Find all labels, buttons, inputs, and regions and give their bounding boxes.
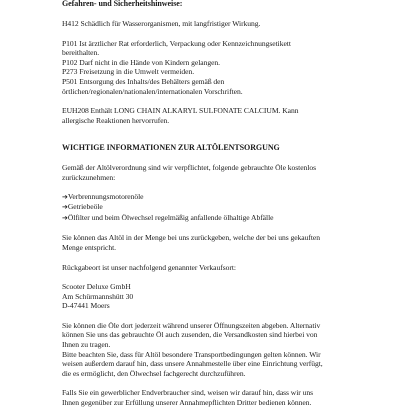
p-line: P101 Ist ärztlicher Rat erforderlich, Verpackung oder Kennzeichnungsetikett <box>62 38 291 48</box>
return-line: die es ermöglicht, den Ölwechsel fachgerecht durchzuführen. <box>62 368 246 378</box>
return-intro: Rückgabeort ist unser nachfolgend genannter Verkaufsort: <box>62 262 236 272</box>
return-line: weisen außerdem darauf hin, dass unsere Annahmestelle über eine Einrichtung verfügt, <box>62 359 323 369</box>
intro-line: zurückzunehmen: <box>62 172 116 182</box>
address-block <box>62 282 398 311</box>
list-item-label: Ölfilter und beim Ölwechsel regelmäßig anfallende ölhaltige Abfälle <box>67 212 274 222</box>
quantity-line: Sie können das Altöl in der Menge bei uns zurückgeben, welche der bei uns gekauften <box>62 233 320 243</box>
disposal-intro <box>62 163 398 182</box>
arrow-icon: ➔ <box>62 203 68 212</box>
return-line: Ihnen zu tragen. <box>62 340 111 350</box>
precautionary-statements <box>62 39 398 97</box>
list-item-label: Verbrennungsmotorenöle <box>67 191 144 201</box>
consumer-paragraph <box>62 388 398 407</box>
consumer-line: Falls Sie ein gewerblicher Endverbraucher sind, weisen wir darauf hin, dass wir uns <box>62 388 314 398</box>
list-item <box>62 192 398 203</box>
city-address: D-47441 Moers <box>62 301 110 311</box>
list-item <box>62 202 398 213</box>
return-line: können Sie uns das gebrauchte Öl auch zusenden, die Versandkosten sind hierbei von <box>62 330 318 340</box>
return-line: Sie können die Öle dort jederzeit während unserer Öffnungszeiten abgeben. Alternativ <box>62 320 321 330</box>
p-line: P501 Entsorgung des Inhalts/des Behälters gemäß den <box>62 76 225 86</box>
list-item-label: Getriebeöle <box>67 202 103 212</box>
p-line: P102 Darf nicht in die Hände von Kindern gelangen. <box>62 57 220 67</box>
intro-line: Gemäß der Altölverordnung sind wir verpflichtet, folgende gebrauchte Öle kostenlos <box>62 163 317 173</box>
hazard-heading: Gefahren- und Sicherheitshinweise: <box>62 0 183 8</box>
p-line: P273 Freisetzung in die Umwelt vermeiden. <box>62 67 195 77</box>
arrow-icon: ➔ <box>62 213 68 222</box>
p-line: örtlichen/regionalen/nationalen/internationalen Vorschriften. <box>62 86 243 96</box>
euh208-statement <box>62 106 398 125</box>
quantity-line: Menge entspricht. <box>62 242 116 252</box>
return-line: Bitte beachten Sie, dass für Altöl besondere Transportbedingungen gelten können. Wir <box>62 349 321 359</box>
document-page <box>62 0 398 408</box>
list-item <box>62 213 398 224</box>
oil-list <box>62 192 398 224</box>
return-paragraph <box>62 321 398 379</box>
arrow-icon: ➔ <box>62 192 68 201</box>
h412-statement: H412 Schädlich für Wasserorganismen, mit langfristiger Wirkung. <box>62 19 261 28</box>
quantity-paragraph <box>62 233 398 252</box>
consumer-line: Ihnen gegenüber zur Erfüllung unserer Annahmepflichten Dritter bedienen können. <box>62 398 312 408</box>
euh-line: allergische Reaktionen hervorrufen. <box>62 115 170 125</box>
disposal-heading: WICHTIGE INFORMATIONEN ZUR ALTÖLENTSORGUNG <box>62 143 280 153</box>
euh-line: EUH208 Enthält LONG CHAIN ALKARYL SULFONATE CALCIUM. Kann <box>62 106 299 116</box>
company-name: Scooter Deluxe GmbH <box>62 282 131 292</box>
p-line: bereithalten. <box>62 48 100 58</box>
street-address: Am Schürmannshütt 30 <box>62 291 134 301</box>
